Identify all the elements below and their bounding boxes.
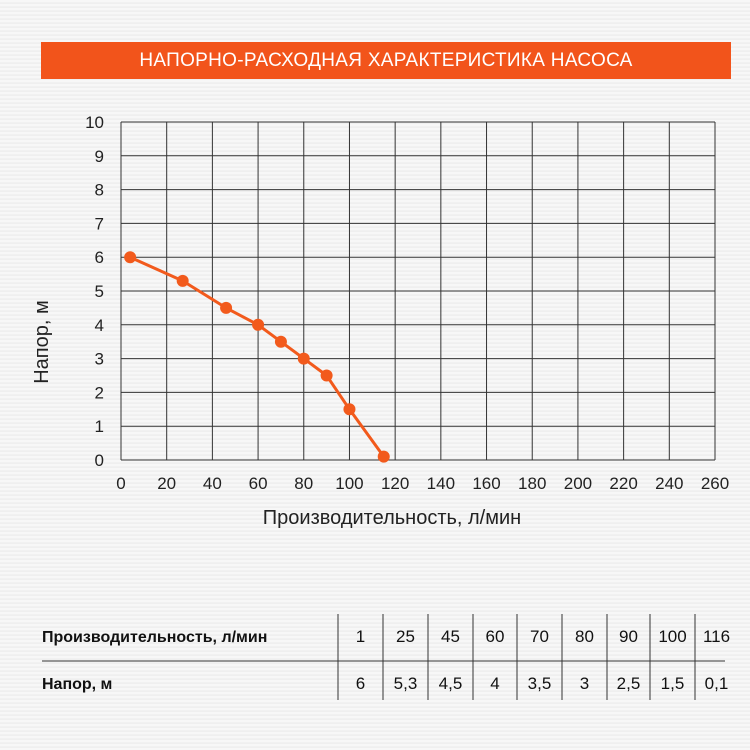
y-tick-label: 3 [94, 349, 104, 369]
data-point [220, 302, 232, 314]
x-axis-label: Производительность, л/мин [262, 507, 522, 529]
table-row-label-head: Напор, м [42, 676, 113, 693]
data-point [321, 370, 333, 382]
data-table [42, 614, 730, 700]
data-point [177, 275, 189, 287]
table-cell: 60 [485, 627, 505, 646]
series-line [130, 257, 384, 456]
x-tick-label: 20 [157, 474, 177, 493]
data-point [343, 403, 355, 415]
x-tick-label: 180 [518, 474, 547, 493]
table-cell: 100 [658, 627, 687, 646]
x-tick-label: 160 [472, 474, 501, 493]
table-cell: 90 [619, 627, 638, 646]
x-tick-label: 80 [294, 474, 314, 493]
x-tick-label: 260 [700, 474, 730, 493]
y-tick-label: 0 [94, 451, 104, 470]
y-tick-label: 6 [94, 248, 104, 268]
y-tick-label: 7 [94, 214, 104, 234]
data-point [275, 336, 287, 348]
table-row-label-flow: Производительность, л/мин [42, 629, 268, 646]
table-cell: 3 [579, 674, 590, 693]
table-cell: 70 [530, 627, 549, 646]
data-point [124, 251, 136, 263]
table-cell: 3,5 [527, 674, 552, 693]
x-tick-label: 140 [426, 474, 456, 493]
y-tick-label: 10 [85, 113, 104, 132]
data-point [298, 353, 310, 365]
chart-title: НАПОРНО-РАСХОДНАЯ ХАРАКТЕРИСТИКА НАСОСА [139, 49, 633, 71]
table-cell: 1,5 [660, 674, 685, 693]
x-tick-label: 120 [380, 474, 410, 493]
table-cell: 116 [702, 627, 731, 646]
x-tick-label: 40 [202, 474, 222, 493]
x-tick-label: 220 [609, 474, 638, 493]
y-tick-label: 4 [94, 315, 104, 335]
y-axis-label: Напор, м [31, 300, 53, 384]
table-cell: 4 [490, 674, 500, 693]
y-tick-label: 2 [94, 383, 104, 403]
data-point [378, 451, 390, 463]
table-cell: 45 [441, 627, 460, 646]
table-cell: 2,5 [616, 674, 641, 693]
table-cell: 0,1 [704, 674, 729, 693]
table-cell: 6 [355, 674, 366, 693]
x-tick-label: 0 [116, 474, 126, 493]
table-cell: 1 [355, 627, 366, 646]
x-tick-label: 100 [335, 474, 364, 493]
y-tick-label: 8 [94, 180, 104, 200]
table-cell: 4,5 [438, 674, 463, 693]
x-tick-label: 200 [563, 474, 593, 493]
x-tick-label: 240 [655, 474, 684, 493]
y-tick-label: 9 [94, 146, 104, 166]
table-cell: 80 [575, 627, 594, 646]
table-cell: 5,3 [393, 674, 418, 693]
y-tick-label: 1 [94, 417, 104, 437]
x-tick-label: 60 [248, 474, 268, 493]
data-point [252, 319, 264, 331]
table-cell: 25 [396, 627, 415, 646]
y-tick-label: 5 [94, 282, 104, 301]
